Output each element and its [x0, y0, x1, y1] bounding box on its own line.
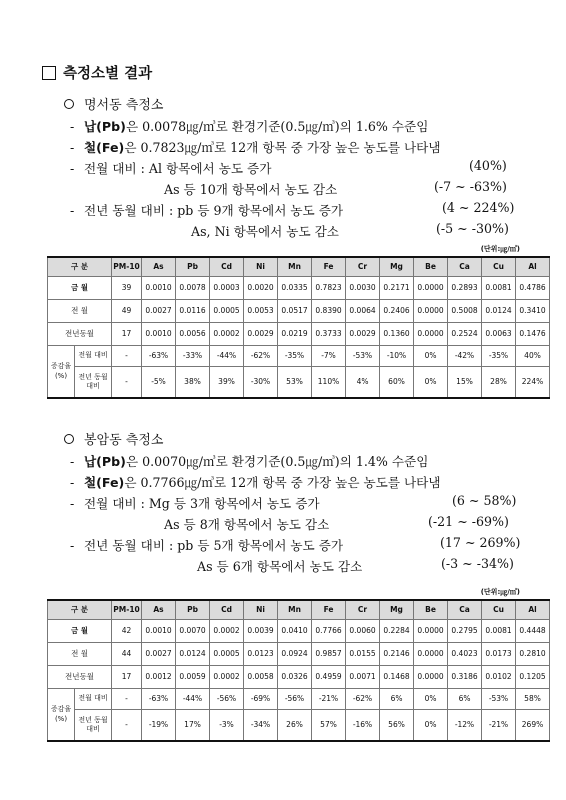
- table-cell: -: [112, 345, 142, 366]
- line-text: 은 0.7823㎍/㎥로 12개 항목 중 가장 높은 농도를 나타냄: [124, 140, 441, 155]
- table-cell: 0.0027: [142, 642, 176, 665]
- table-cell: 44: [112, 642, 142, 665]
- table-cell: 0.0060: [346, 619, 380, 642]
- table-cell: 110%: [312, 366, 346, 398]
- table-cell: 0.0064: [346, 299, 380, 322]
- header-cell: Mg: [380, 600, 414, 619]
- table-cell: 0.3410: [516, 299, 550, 322]
- table-cell: 0.0010: [142, 619, 176, 642]
- table-cell: 56%: [380, 709, 414, 741]
- header-cell: As: [142, 600, 176, 619]
- table-cell: 0.0010: [142, 322, 176, 345]
- range-value: (6 ~ 58%): [452, 493, 517, 508]
- table-cell: 0.0410: [278, 619, 312, 642]
- table-cell: 0.0030: [346, 276, 380, 299]
- table-cell: 0.0078: [176, 276, 210, 299]
- header-cell: Ca: [448, 600, 482, 619]
- section-title-text: 봉암동 측정소: [84, 433, 164, 448]
- table-cell: 53%: [278, 366, 312, 398]
- table-cell: 58%: [516, 688, 550, 709]
- table-cell: 224%: [516, 366, 550, 398]
- row-label: 전 월: [48, 642, 112, 665]
- table-row-change: [48, 688, 550, 709]
- range-value: (-7 ~ -63%): [434, 179, 507, 194]
- summary-line: [70, 451, 428, 470]
- table-cell: 0.0029: [244, 322, 278, 345]
- table-cell: 0.0012: [142, 665, 176, 688]
- table-cell: 0.0924: [278, 642, 312, 665]
- table-cell: 0.0005: [210, 642, 244, 665]
- table-cell: 17: [112, 322, 142, 345]
- header-cell: Pb: [176, 600, 210, 619]
- table-cell: -56%: [210, 688, 244, 709]
- table-cell: -62%: [346, 688, 380, 709]
- table-cell: 42: [112, 619, 142, 642]
- section-title-text: 명서동 측정소: [84, 98, 164, 113]
- table-cell: 0%: [414, 688, 448, 709]
- dash-bullet: -: [70, 119, 75, 134]
- table-cell: 0.0058: [244, 665, 278, 688]
- row-label: 전 월: [48, 299, 112, 322]
- section-title-myeongseo: [64, 94, 163, 113]
- table-cell: 40%: [516, 345, 550, 366]
- change-row-label: 전년 동월 대비: [75, 709, 112, 741]
- table-cell: 0.0102: [482, 665, 516, 688]
- page-title-text: 측정소별 결과: [63, 66, 153, 82]
- header-cell: Cr: [346, 600, 380, 619]
- table-cell: 0.0335: [278, 276, 312, 299]
- summary-line: [70, 535, 520, 554]
- table-cell: -21%: [482, 709, 516, 741]
- dash-bullet: -: [70, 140, 75, 155]
- page-title: [42, 62, 152, 83]
- range-value: (-3 ~ -34%): [441, 556, 514, 571]
- table-row-change: [48, 366, 550, 398]
- table-cell: 0.7823: [312, 276, 346, 299]
- table-cell: 0.0081: [482, 276, 516, 299]
- table-cell: 0.3733: [312, 322, 346, 345]
- table-cell: 0.0020: [244, 276, 278, 299]
- header-cell: Cd: [210, 257, 244, 276]
- header-cell: Ni: [244, 600, 278, 619]
- summary-line: [70, 200, 520, 219]
- table-cell: 0%: [414, 345, 448, 366]
- table-cell: 0.2810: [516, 642, 550, 665]
- header-cell: As: [142, 257, 176, 276]
- unit-label: (단위:㎍/㎥): [480, 588, 520, 596]
- table-cell: 0.0063: [482, 322, 516, 345]
- summary-line: [70, 493, 520, 512]
- table-cell: 49: [112, 299, 142, 322]
- table-row: [48, 322, 550, 345]
- line-text: 은 0.7766㎍/㎥로 12개 항목 중 가장 높은 농도를 나타냄: [124, 475, 441, 490]
- header-cell: Be: [414, 257, 448, 276]
- table-cell: 0.9857: [312, 642, 346, 665]
- table-cell: -5%: [142, 366, 176, 398]
- table-cell: -53%: [346, 345, 380, 366]
- range-value: (-21 ~ -69%): [428, 514, 509, 529]
- table-cell: 0.2171: [380, 276, 414, 299]
- table-cell: 0.0053: [244, 299, 278, 322]
- table-cell: 0.0003: [210, 276, 244, 299]
- table-cell: 0.3186: [448, 665, 482, 688]
- dash-bullet: -: [70, 538, 75, 553]
- table-cell: -63%: [142, 688, 176, 709]
- summary-line: [197, 556, 520, 575]
- dash-bullet: -: [70, 454, 75, 469]
- table-cell: 0.0155: [346, 642, 380, 665]
- table-cell: 0.0027: [142, 299, 176, 322]
- table-cell: 0.0071: [346, 665, 380, 688]
- table-cell: -63%: [142, 345, 176, 366]
- table-cell: 0.1476: [516, 322, 550, 345]
- table-cell: 0.0010: [142, 276, 176, 299]
- header-cell: Fe: [312, 257, 346, 276]
- table-header-row: [48, 257, 550, 276]
- table-cell: 17%: [176, 709, 210, 741]
- table-header-row: [48, 600, 550, 619]
- table-cell: -21%: [312, 688, 346, 709]
- change-group-label: 증감율 (%): [48, 688, 75, 741]
- table-cell: 0.0219: [278, 322, 312, 345]
- table-cell: 0.1205: [516, 665, 550, 688]
- table-cell: 0.8390: [312, 299, 346, 322]
- header-cell: Pb: [176, 257, 210, 276]
- dash-bullet: -: [70, 161, 75, 176]
- checkbox-icon: [42, 66, 56, 80]
- summary-line: [70, 158, 520, 177]
- table-row-change: [48, 345, 550, 366]
- table-cell: -10%: [380, 345, 414, 366]
- table-cell: 0.1468: [380, 665, 414, 688]
- header-cell: Mn: [278, 600, 312, 619]
- table-cell: -44%: [176, 688, 210, 709]
- table-cell: 0.0002: [210, 322, 244, 345]
- table-cell: 57%: [312, 709, 346, 741]
- element-name: 납(Pb): [84, 454, 126, 469]
- change-row-label: 전월 대비: [75, 345, 112, 366]
- line-text: 전년 동월 대비 : pb 등 9개 항목에서 농도 증가: [84, 203, 344, 218]
- table-cell: 0.7766: [312, 619, 346, 642]
- row-label: 금 월: [48, 619, 112, 642]
- table-cell: 0.5008: [448, 299, 482, 322]
- dash-bullet: -: [70, 475, 75, 490]
- table-cell: 0.0000: [414, 322, 448, 345]
- dash-bullet: -: [70, 496, 75, 511]
- table-cell: -69%: [244, 688, 278, 709]
- table-cell: -30%: [244, 366, 278, 398]
- table-cell: 0.4959: [312, 665, 346, 688]
- table-cell: 0.0039: [244, 619, 278, 642]
- summary-line: [191, 221, 520, 240]
- table-cell: -: [112, 366, 142, 398]
- table-cell: -33%: [176, 345, 210, 366]
- table-cell: 0.0123: [244, 642, 278, 665]
- table-cell: -42%: [448, 345, 482, 366]
- header-cell: Cu: [482, 600, 516, 619]
- line-text: As 등 8개 항목에서 농도 감소: [164, 517, 330, 532]
- summary-line: [164, 179, 520, 198]
- line-text: 전월 대비 : Mg 등 3개 항목에서 농도 증가: [84, 496, 320, 511]
- element-name: 납(Pb): [84, 119, 126, 134]
- header-category: 구 분: [48, 257, 112, 276]
- table-cell: 0.0070: [176, 619, 210, 642]
- header-cell: Mg: [380, 257, 414, 276]
- table-cell: 0.0000: [414, 665, 448, 688]
- range-value: (4 ~ 224%): [442, 200, 515, 215]
- header-cell: PM-10: [112, 257, 142, 276]
- table-cell: -44%: [210, 345, 244, 366]
- range-value: (17 ~ 269%): [440, 535, 521, 550]
- dash-bullet: -: [70, 203, 75, 218]
- row-label: 금 월: [48, 276, 112, 299]
- header-cell: Ca: [448, 257, 482, 276]
- table-cell: -16%: [346, 709, 380, 741]
- table-cell: 0.2406: [380, 299, 414, 322]
- table-cell: -7%: [312, 345, 346, 366]
- header-cell: Cr: [346, 257, 380, 276]
- table-cell: -62%: [244, 345, 278, 366]
- header-cell: PM-10: [112, 600, 142, 619]
- table-cell: -56%: [278, 688, 312, 709]
- header-cell: Cd: [210, 600, 244, 619]
- table-cell: 0.1360: [380, 322, 414, 345]
- row-label: 전년동월: [48, 665, 112, 688]
- header-category: 구 분: [48, 600, 112, 619]
- header-cell: Fe: [312, 600, 346, 619]
- section-title-bongam: [64, 429, 163, 448]
- table-cell: 0.0173: [482, 642, 516, 665]
- table-cell: 0.0059: [176, 665, 210, 688]
- table-row: [48, 665, 550, 688]
- table-cell: 0.0000: [414, 619, 448, 642]
- circle-bullet-icon: [64, 434, 74, 444]
- table-cell: 0.0000: [414, 299, 448, 322]
- unit-label: (단위:㎍/㎥): [480, 245, 520, 253]
- line-text: 은 0.0070㎍/㎥로 환경기준(0.5㎍/㎥)의 1.4% 수준임: [125, 454, 429, 469]
- table-cell: 0.0116: [176, 299, 210, 322]
- table-cell: 4%: [346, 366, 380, 398]
- summary-line: [164, 514, 520, 533]
- circle-bullet-icon: [64, 99, 74, 109]
- table-cell: 26%: [278, 709, 312, 741]
- line-text: As, Ni 항목에서 농도 감소: [191, 224, 339, 239]
- table-cell: 0.0002: [210, 665, 244, 688]
- table-cell: 0.2284: [380, 619, 414, 642]
- table-cell: -53%: [482, 688, 516, 709]
- line-text: 전년 동월 대비 : pb 등 5개 항목에서 농도 증가: [84, 538, 344, 553]
- table-cell: 0.0124: [482, 299, 516, 322]
- line-text: 은 0.0078㎍/㎥로 환경기준(0.5㎍/㎥)의 1.6% 수준임: [125, 119, 429, 134]
- header-cell: Ni: [244, 257, 278, 276]
- table-cell: 269%: [516, 709, 550, 741]
- table-row: [48, 642, 550, 665]
- table-row: [48, 276, 550, 299]
- table-cell: 0.0081: [482, 619, 516, 642]
- table-cell: 39%: [210, 366, 244, 398]
- table-row: [48, 299, 550, 322]
- range-value: (40%): [469, 158, 507, 173]
- table-cell: 60%: [380, 366, 414, 398]
- element-name: 철(Fe): [84, 475, 125, 490]
- element-name: 철(Fe): [84, 140, 125, 155]
- table-cell: 0.0005: [210, 299, 244, 322]
- range-value: (-5 ~ -30%): [436, 221, 509, 236]
- table-cell: 0.2146: [380, 642, 414, 665]
- table-cell: -: [112, 709, 142, 741]
- header-cell: Mn: [278, 257, 312, 276]
- line-text: 전월 대비 : Al 항목에서 농도 증가: [84, 161, 272, 176]
- summary-line: [70, 137, 441, 156]
- table-cell: 0.0517: [278, 299, 312, 322]
- table-cell: 0.0029: [346, 322, 380, 345]
- table-cell: -35%: [278, 345, 312, 366]
- table-cell: 0.0326: [278, 665, 312, 688]
- table-cell: -35%: [482, 345, 516, 366]
- table-cell: 0.0124: [176, 642, 210, 665]
- table-cell: -: [112, 688, 142, 709]
- table-cell: 0.2524: [448, 322, 482, 345]
- table-cell: 0.4448: [516, 619, 550, 642]
- header-cell: Be: [414, 600, 448, 619]
- table-cell: 15%: [448, 366, 482, 398]
- table-cell: 6%: [380, 688, 414, 709]
- table-cell: 0.0002: [210, 619, 244, 642]
- table-cell: 0.2893: [448, 276, 482, 299]
- table-cell: -34%: [244, 709, 278, 741]
- table-cell: -12%: [448, 709, 482, 741]
- header-cell: Al: [516, 600, 550, 619]
- header-cell: Cu: [482, 257, 516, 276]
- table-cell: 38%: [176, 366, 210, 398]
- table-cell: 28%: [482, 366, 516, 398]
- table-cell: 39: [112, 276, 142, 299]
- concentration-table-myeongseo: [47, 256, 550, 399]
- table-cell: -3%: [210, 709, 244, 741]
- summary-line: [70, 116, 428, 135]
- change-row-label: 전년 동월 대비: [75, 366, 112, 398]
- concentration-table-bongam: [47, 599, 550, 742]
- row-label: 전년동월: [48, 322, 112, 345]
- change-group-label: 증감율 (%): [48, 345, 75, 398]
- table-cell: 17: [112, 665, 142, 688]
- header-cell: Al: [516, 257, 550, 276]
- table-cell: 0.4023: [448, 642, 482, 665]
- table-cell: -19%: [142, 709, 176, 741]
- table-row-change: [48, 709, 550, 741]
- table-cell: 0.2795: [448, 619, 482, 642]
- table-cell: 0.0000: [414, 276, 448, 299]
- table-cell: 0.4786: [516, 276, 550, 299]
- summary-line: [70, 472, 441, 491]
- line-text: As 등 6개 항목에서 농도 감소: [197, 559, 363, 574]
- table-row: [48, 619, 550, 642]
- change-row-label: 전월 대비: [75, 688, 112, 709]
- table-cell: 0%: [414, 366, 448, 398]
- table-cell: 0.0000: [414, 642, 448, 665]
- line-text: As 등 10개 항목에서 농도 감소: [164, 182, 338, 197]
- table-cell: 0%: [414, 709, 448, 741]
- table-cell: 6%: [448, 688, 482, 709]
- table-cell: 0.0056: [176, 322, 210, 345]
